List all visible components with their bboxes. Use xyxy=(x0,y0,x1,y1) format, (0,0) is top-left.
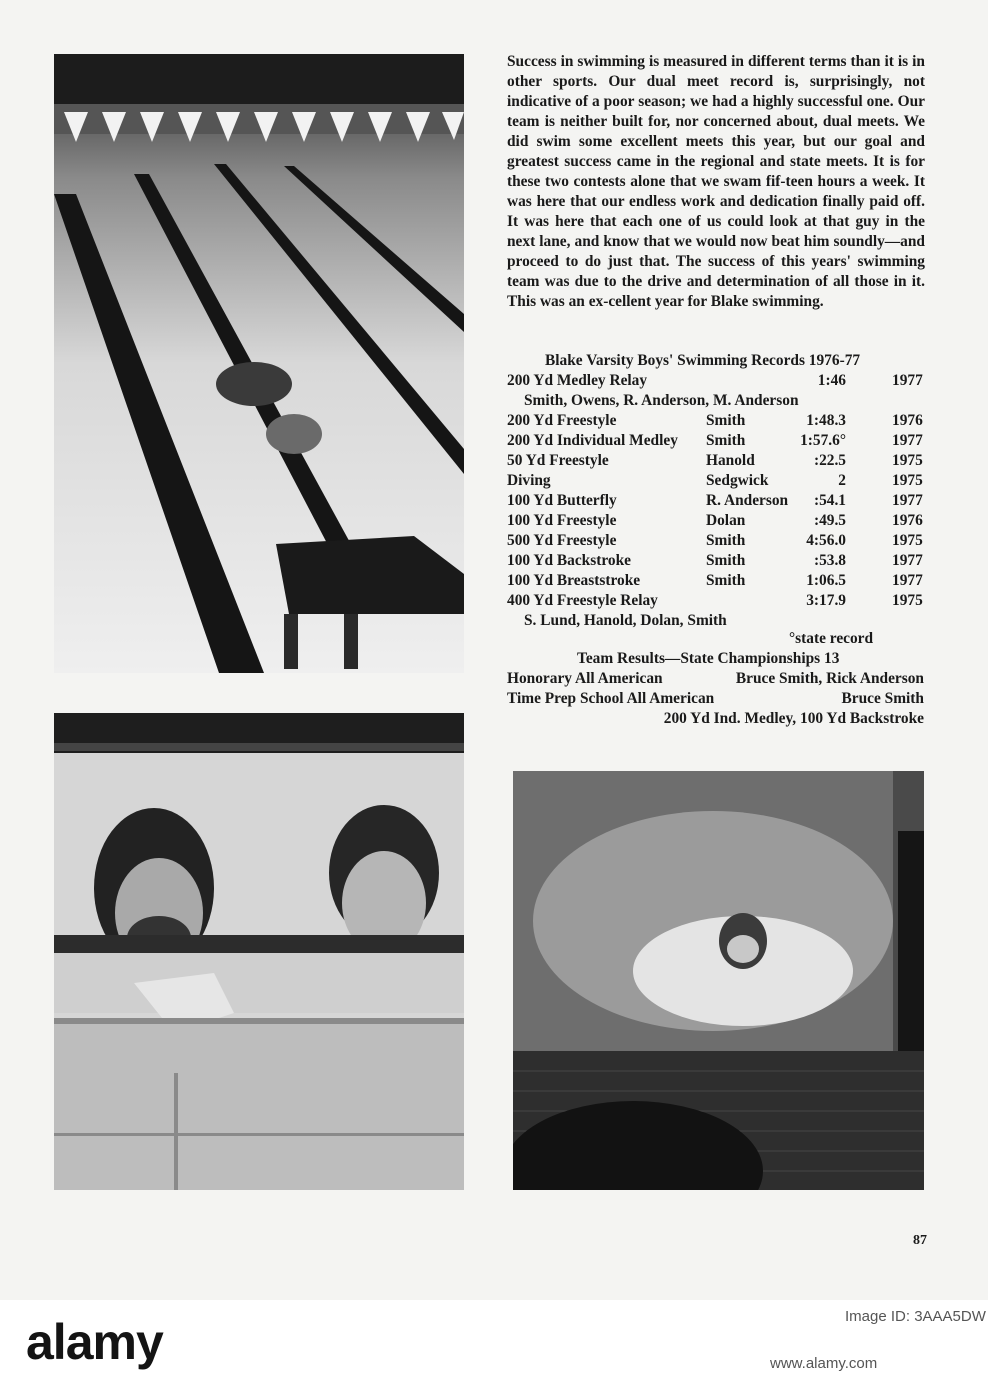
photo-swimmer-diving xyxy=(54,54,464,673)
record-event: 200 Yd Medley Relay xyxy=(507,372,648,389)
record-time: :22.5 xyxy=(813,452,846,469)
record-time: :53.8 xyxy=(813,552,846,569)
record-year: 1976 xyxy=(892,512,923,529)
record-event: Diving xyxy=(507,472,551,489)
record-year: 1977 xyxy=(892,572,923,589)
record-event: 200 Yd Individual Medley xyxy=(507,432,678,449)
record-name: Smith xyxy=(706,572,746,589)
record-name: Smith xyxy=(706,412,746,429)
record-event: 400 Yd Freestyle Relay xyxy=(507,592,658,609)
record-name: Dolan xyxy=(706,512,746,529)
record-time: 1:06.5 xyxy=(806,572,846,589)
record-event: 50 Yd Freestyle xyxy=(507,452,609,469)
record-event: 100 Yd Freestyle xyxy=(507,512,617,529)
honorary-label: Honorary All American xyxy=(507,670,663,687)
record-event: 200 Yd Freestyle xyxy=(507,412,617,429)
record-time: 2 xyxy=(838,472,846,489)
prep-name: Bruce Smith xyxy=(841,690,924,707)
record-time: :49.5 xyxy=(813,512,846,529)
image-id: Image ID: 3AAA5DW xyxy=(845,1308,986,1325)
record-year: 1977 xyxy=(892,432,923,449)
record-time: 1:48.3 xyxy=(806,412,846,429)
record-year: 1975 xyxy=(892,532,923,549)
record-event: 500 Yd Freestyle xyxy=(507,532,617,549)
record-event: 100 Yd Butterfly xyxy=(507,492,617,509)
record-name: Sedgwick xyxy=(706,472,769,489)
record-year: 1977 xyxy=(892,372,923,389)
record-event: Smith, Owens, R. Anderson, M. Anderson xyxy=(524,392,799,409)
record-event: 100 Yd Backstroke xyxy=(507,552,631,569)
team-results: Team Results—State Championships 13 xyxy=(577,650,840,667)
record-name: Hanold xyxy=(706,452,755,469)
record-name: Smith xyxy=(706,552,746,569)
alamy-logo: alamy xyxy=(26,1314,163,1370)
article-body: Success in swimming is measured in different terms than it is in other sports. Our dual meet record is, surprisingly, not indicative of a poor season; we had a highly successful one. Our team is neither built for, nor concerned about, dual meets. We did swim some excellent meets this year, but our goal and greatest success came in the regional and state meets. It is for these two contests alone that we swam fif-teen hours a week. It was here that our endless work and dedication finally paid off. It was here that each one of us could look at that guy in the next lane, and know that we would now beat him soundly—and proceed to do just that. The success of this years' swimming team was due to the drive and determination of all those in it. This was an ex-cellent year for Blake swimming. xyxy=(507,53,925,310)
records-footnote: °state record xyxy=(789,630,874,647)
record-year: 1975 xyxy=(892,592,923,609)
record-year: 1977 xyxy=(892,492,923,509)
record-name: Smith xyxy=(706,532,746,549)
record-name: R. Anderson xyxy=(706,492,789,509)
record-event: 100 Yd Breaststroke xyxy=(507,572,641,589)
record-time: 1:57.6° xyxy=(800,432,846,449)
record-year: 1975 xyxy=(892,472,923,489)
record-time: 4:56.0 xyxy=(806,532,846,549)
prep-events: 200 Yd Ind. Medley, 100 Yd Backstroke xyxy=(663,710,924,727)
site-url: www.alamy.com xyxy=(770,1355,878,1372)
page-number: 87 xyxy=(913,1233,927,1248)
record-year: 1975 xyxy=(892,452,923,469)
records-title: Blake Varsity Boys' Swimming Records 1976-77 xyxy=(545,352,861,369)
photo-coaches-watching xyxy=(54,713,464,1190)
record-time: :54.1 xyxy=(813,492,846,509)
photo-swimmer-breaststroke xyxy=(513,771,924,1190)
record-year: 1977 xyxy=(892,552,923,569)
prep-label: Time Prep School All American xyxy=(507,690,715,707)
record-time: 1:46 xyxy=(817,372,846,389)
record-year: 1976 xyxy=(892,412,923,429)
record-name: Smith xyxy=(706,432,746,449)
record-time: 3:17.9 xyxy=(806,592,846,609)
record-event: S. Lund, Hanold, Dolan, Smith xyxy=(524,612,727,629)
honorary-names: Bruce Smith, Rick Anderson xyxy=(735,670,924,687)
